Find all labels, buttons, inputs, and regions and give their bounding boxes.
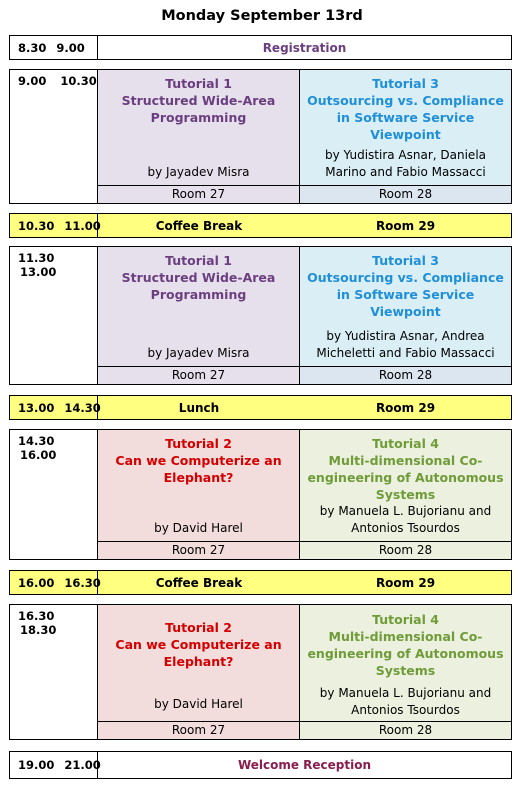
tutorial-authors: by David Harel [154, 697, 243, 711]
tutorial-authors: by Yudistira Asnar, Andrea [326, 329, 485, 343]
tutorial-title-line: in Software Service [336, 110, 475, 125]
room-label: Room 29 [375, 400, 436, 415]
event-label: Coffee Break [155, 575, 243, 590]
room-label: Room 28 [300, 366, 511, 384]
tutorial-cell-right [300, 430, 511, 559]
tutorial-title-line: Programming [150, 110, 247, 125]
end-time: 16.00 [20, 448, 57, 462]
row-session-2 [9, 246, 512, 385]
tutorial-number: Tutorial 2 [165, 620, 232, 635]
tutorial-authors: Marino and Fabio Massacci [325, 165, 486, 179]
row-welcome-reception [9, 751, 512, 779]
room-label: Room 29 [375, 575, 436, 590]
event-label: Lunch [178, 400, 220, 415]
tutorial-title-line: Can we Computerize an [115, 637, 282, 652]
room-label: Room 27 [98, 541, 299, 559]
tutorial-title-line: Structured Wide-Area [121, 93, 276, 108]
start-time: 9.00 [18, 74, 47, 88]
time-cell [10, 430, 98, 559]
time-cell [10, 605, 98, 739]
tutorial-cell-right [300, 70, 511, 203]
tutorial-title-line: Outsourcing vs. Compliance [307, 93, 504, 108]
room-label: Room 28 [300, 721, 511, 739]
tutorial-cell-right [300, 247, 511, 384]
tutorial-authors: Antonios Tsourdos [351, 521, 460, 535]
row-coffee-break-2 [9, 570, 512, 595]
tutorial-number: Tutorial 3 [372, 253, 439, 268]
end-time: 21.00 [64, 758, 101, 772]
event-label: Welcome Reception [237, 758, 372, 772]
time-cell [10, 396, 101, 419]
tutorial-title-line: Elephant? [163, 470, 234, 485]
tutorial-number: Tutorial 4 [372, 436, 439, 451]
event-label: Registration [262, 40, 347, 55]
start-time: 10.30 [18, 218, 55, 233]
row-session-1 [9, 69, 512, 204]
end-time: 16.30 [64, 575, 101, 590]
start-time: 16.00 [18, 575, 55, 590]
start-time: 19.00 [18, 758, 55, 772]
end-time: 18.30 [20, 623, 57, 637]
start-time: 16.30 [18, 609, 55, 623]
tutorial-cell-left [98, 430, 300, 559]
end-time: 13.00 [20, 265, 57, 279]
page-title: Monday September 13rd [161, 8, 363, 24]
time-cell [10, 247, 98, 384]
tutorial-title-line: Systems [375, 487, 436, 502]
row-registration [9, 35, 512, 60]
tutorial-cell-right [300, 605, 511, 739]
room-label: Room 27 [98, 366, 299, 384]
room-label: Room 27 [98, 721, 299, 739]
end-time: 9.00 [56, 40, 85, 55]
room-label: Room 29 [375, 218, 436, 233]
tutorial-title-line: Systems [375, 663, 436, 678]
time-cell [10, 214, 101, 237]
end-time: 14.30 [64, 400, 101, 415]
time-cell [10, 752, 101, 778]
tutorial-cell-left [98, 70, 300, 203]
tutorial-cell-left [98, 247, 300, 384]
start-time: 8.30 [18, 40, 47, 55]
tutorial-title-line: Programming [150, 287, 247, 302]
tutorial-authors: by Manuela L. Bujorianu and [319, 504, 492, 518]
tutorial-authors: by Jayadev Misra [147, 346, 250, 360]
tutorial-title-line: Outsourcing vs. Compliance [307, 270, 504, 285]
tutorial-title-line: Multi-dimensional Co- [328, 629, 483, 644]
row-coffee-break-1 [9, 213, 512, 238]
tutorial-title-line: in Software Service [336, 287, 475, 302]
tutorial-authors: by Manuela L. Bujorianu and [319, 686, 492, 700]
end-time: 10.30 [60, 74, 97, 88]
row-session-3 [9, 429, 512, 560]
time-cell [10, 36, 98, 59]
tutorial-authors: by David Harel [154, 521, 243, 535]
tutorial-authors: by Jayadev Misra [147, 165, 250, 179]
tutorial-authors: by Yudistira Asnar, Daniela [324, 148, 487, 162]
event-label: Coffee Break [155, 218, 243, 233]
row-lunch [9, 395, 512, 420]
tutorial-title-line: Can we Computerize an [115, 453, 282, 468]
room-label: Room 28 [300, 541, 511, 559]
tutorial-title-line: engineering of Autonomous [307, 646, 504, 661]
room-label: Room 28 [300, 185, 511, 203]
tutorial-number: Tutorial 1 [165, 253, 232, 268]
end-time: 11.00 [64, 218, 101, 233]
tutorial-authors: Micheletti and Fabio Massacci [316, 346, 495, 360]
tutorial-number: Tutorial 1 [165, 76, 232, 91]
tutorial-number: Tutorial 4 [372, 612, 439, 627]
tutorial-title-line: Elephant? [163, 654, 234, 669]
start-time: 13.00 [18, 400, 55, 415]
start-time: 11.30 [18, 251, 55, 265]
tutorial-number: Tutorial 2 [165, 436, 232, 451]
tutorial-title-line: Viewpoint [370, 304, 441, 319]
tutorial-number: Tutorial 3 [372, 76, 439, 91]
tutorial-authors: Antonios Tsourdos [351, 703, 460, 717]
row-session-4 [9, 604, 512, 740]
tutorial-title-line: Structured Wide-Area [121, 270, 276, 285]
tutorial-title-line: Multi-dimensional Co- [328, 453, 483, 468]
start-time: 14.30 [18, 434, 55, 448]
tutorial-title-line: engineering of Autonomous [307, 470, 504, 485]
tutorial-cell-left [98, 605, 300, 739]
tutorial-title-line: Viewpoint [370, 127, 441, 142]
room-label: Room 27 [98, 185, 299, 203]
time-cell [10, 70, 98, 203]
time-cell [10, 571, 101, 594]
